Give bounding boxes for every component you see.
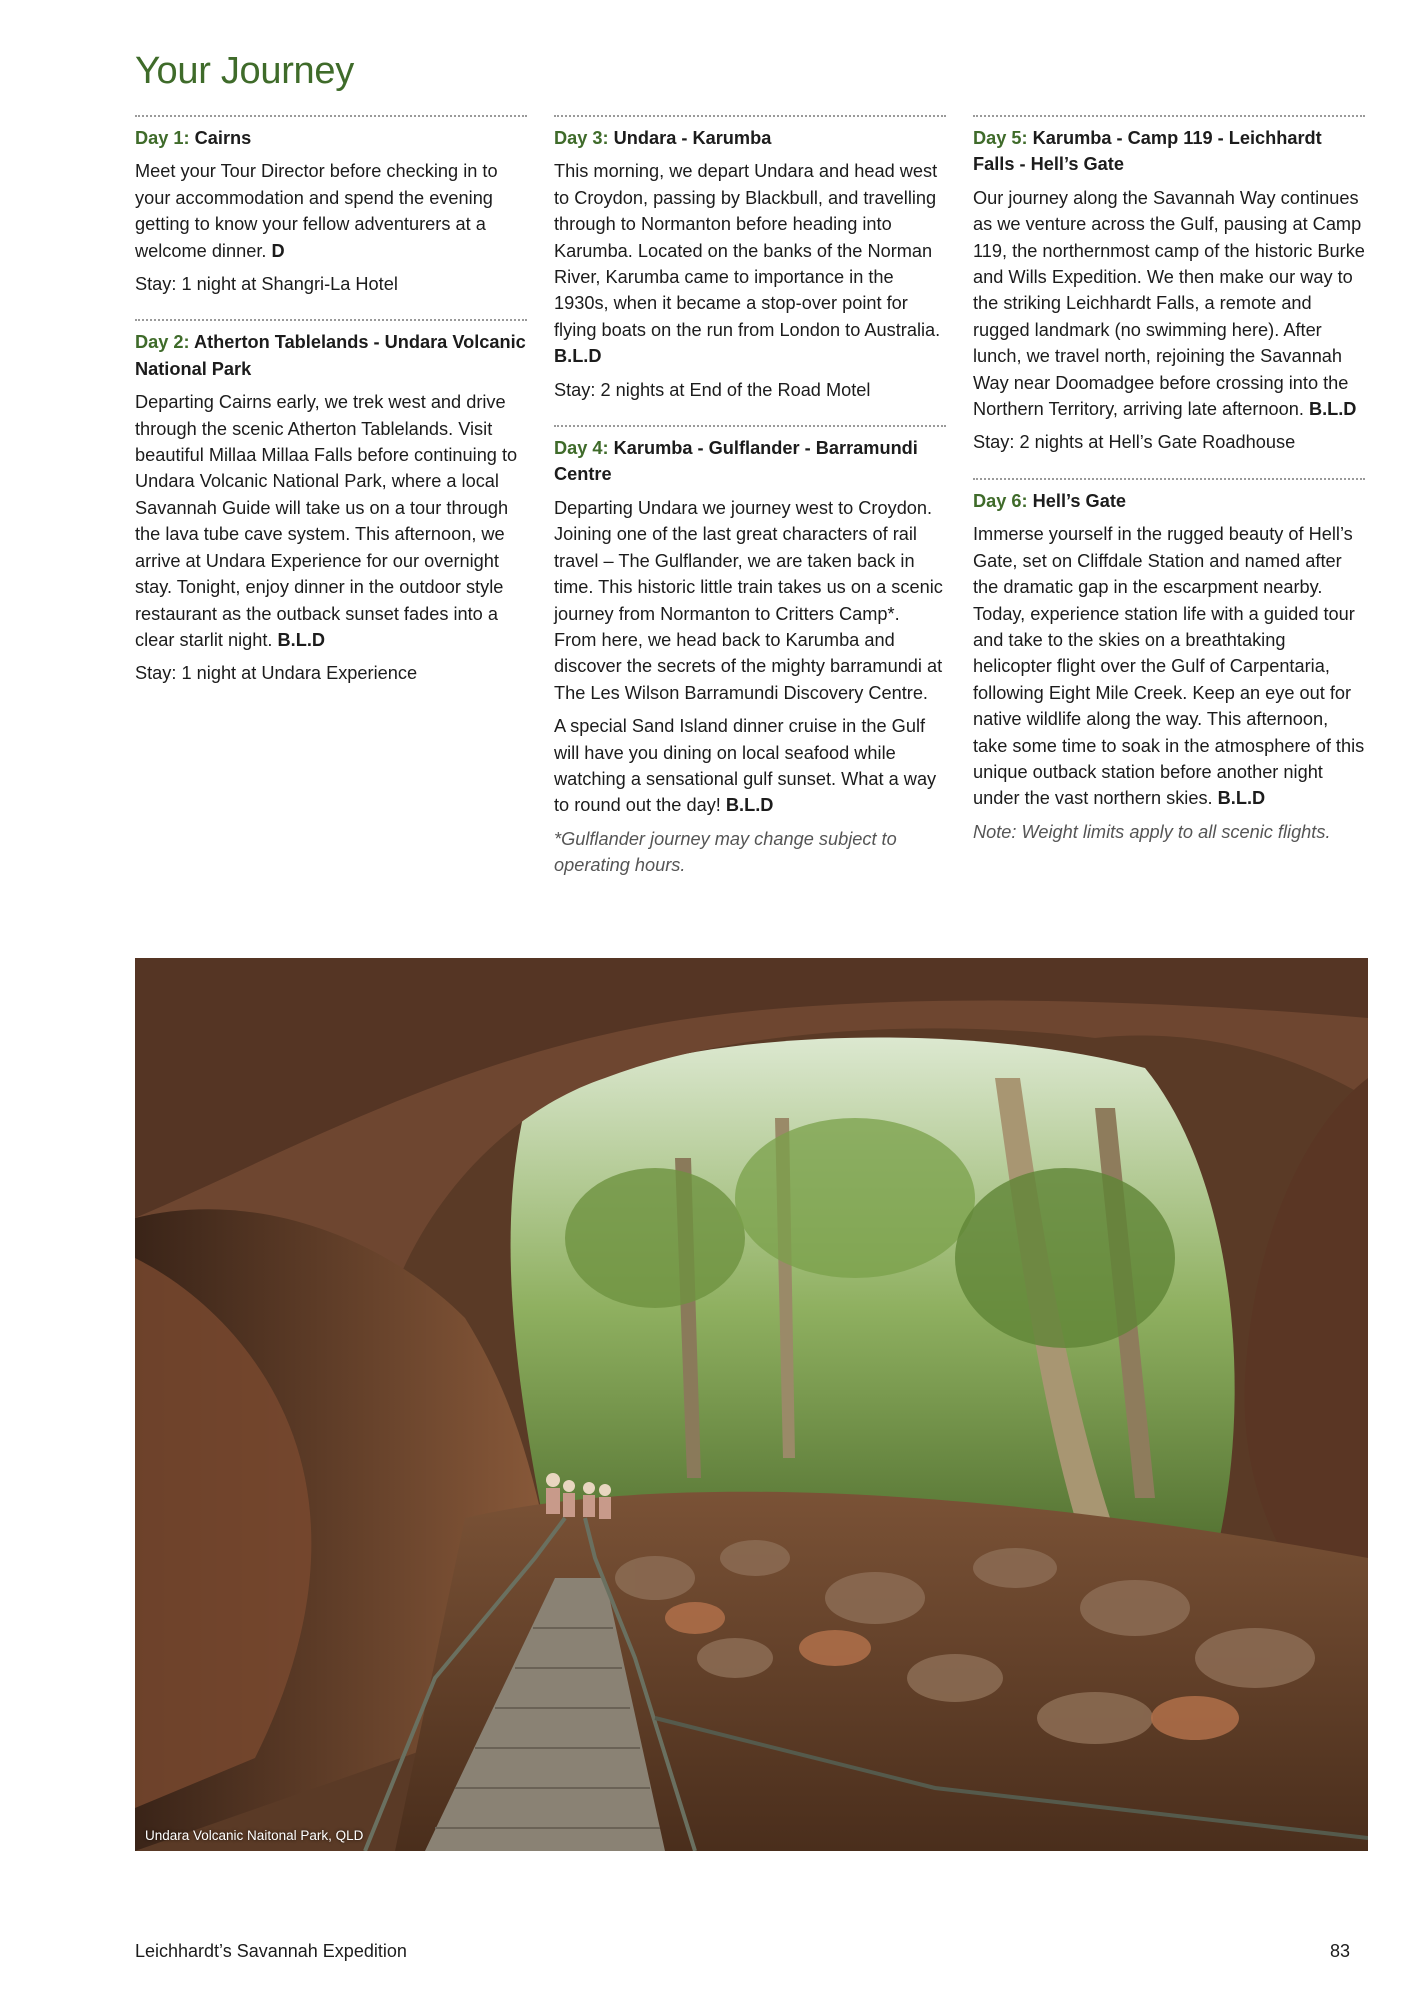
- footer-tour-title: Leichhardt’s Savannah Expedition: [135, 1941, 407, 1961]
- day-description: Meet your Tour Director before checking in to your accommodation and spend the evening getting to know your fellow adventurers at a welcome dinner. D: [135, 161, 498, 261]
- meals-code: B.L.D: [1308, 399, 1357, 420]
- day-label: Day 4:: [554, 438, 609, 459]
- day-description: Departing Cairns early, we trek west and drive through the scenic Atherton Tablelands. Visit beautiful Millaa Millaa Falls before continuing to Undara Volcanic National Park, where a local Savannah Guide will take us on a tour through the lava tube cave system. This afternoon, we arrive at Undara Experience for our overnight stay. Tonight, enjoy dinner in the outdoor style restaurant as the outback sunset fades into a clear starlit night. B.L.D: [135, 392, 518, 650]
- day-label: Day 5:: [973, 128, 1028, 148]
- meals-code: B.L.D: [277, 629, 326, 650]
- day-6-section: [973, 478, 1365, 845]
- day-label: Day 3:: [554, 128, 609, 148]
- cave-illustration: [135, 958, 1368, 1851]
- day-1-section: [135, 115, 527, 297]
- day-title: Karumba - Camp 119 - Leichhardt Falls - Hell’s Gate: [973, 128, 1322, 175]
- day-3-heading: [554, 125, 946, 151]
- page-title: Your Journey: [135, 50, 354, 92]
- day-5-heading: [973, 125, 1365, 178]
- day-3-section: [554, 115, 946, 403]
- day-5-section: [973, 115, 1365, 456]
- photo-caption: Undara Volcanic Naitonal Park, QLD: [145, 1828, 364, 1843]
- stay-info: Stay: 1 night at Undara Experience: [135, 663, 418, 684]
- day-title: Karumba - Gulflander - Barramundi Centre: [554, 438, 918, 485]
- day-4-heading: [554, 435, 946, 488]
- itinerary-column-3: [973, 115, 1365, 867]
- day-2-heading: [135, 329, 527, 382]
- itinerary-column-2: [554, 115, 946, 901]
- stay-info: Stay: 1 night at Shangri-La Hotel: [135, 274, 398, 295]
- day-1-heading: [135, 125, 527, 151]
- weight-limit-note: Note: Weight limits apply to all scenic flights.: [973, 821, 1331, 842]
- day-title: Undara - Karumba: [613, 128, 772, 148]
- day-title: Hell’s Gate: [1032, 490, 1126, 511]
- day-description: This morning, we depart Undara and head west to Croydon, passing by Blackbull, and travelling through to Normanton before heading into Karumba. Located on the banks of the Norman River, Karumba came to importance in the 1930s, when it became a stop-over point for flying boats on the run from London to Australia. B.L.D: [554, 161, 941, 367]
- day-label: Day 6:: [973, 490, 1028, 511]
- itinerary-column-1: [135, 115, 527, 709]
- meals-code: B.L.D: [554, 346, 602, 367]
- stay-info: Stay: 2 nights at End of the Road Motel: [554, 379, 871, 400]
- day-4-section: [554, 425, 946, 879]
- lava-tube-cave-photo: [135, 958, 1368, 1851]
- day-6-heading: [973, 488, 1365, 514]
- page-number: 83: [1330, 1941, 1351, 1961]
- meals-code: B.L.D: [725, 795, 774, 816]
- day-2-section: [135, 319, 527, 686]
- day-title: Atherton Tablelands - Undara Volcanic National Park: [135, 332, 526, 379]
- day-title: Cairns: [194, 128, 252, 148]
- day-label: Day 2:: [135, 332, 190, 353]
- footnote: *Gulflander journey may change subject to operating hours.: [554, 828, 897, 876]
- stay-info: Stay: 2 nights at Hell’s Gate Roadhouse: [973, 432, 1296, 453]
- day-description: Departing Undara we journey west to Croydon. Joining one of the last great characters of rail travel – The Gulflander, we are taken back in time. This historic little train takes us on a scenic journey from Normanton to Critters Camp*. From here, we head back to Karumba and discover the secrets of the mighty barramundi at The Les Wilson Barramundi Discovery Centre.: [554, 497, 943, 703]
- meals-code: B.L.D: [1217, 788, 1266, 809]
- day-description: A special Sand Island dinner cruise in the Gulf will have you dining on local seafood while watching a sensational gulf sunset. What a way to round out the day! B.L.D: [554, 716, 937, 816]
- meals-code: D: [271, 240, 285, 261]
- day-label: Day 1:: [135, 128, 190, 148]
- day-description: Our journey along the Savannah Way continues as we venture across the Gulf, pausing at Camp 119, the northernmost camp of the historic Burke and Wills Expedition. We then make our way to the striking Leichhardt Falls, a remote and rugged landmark (no swimming here). After lunch, we travel north, rejoining the Savannah Way near Doomadgee before crossing into the Northern Territory, arriving late afternoon. B.L.D: [973, 187, 1365, 420]
- day-description: Immerse yourself in the rugged beauty of Hell’s Gate, set on Cliffdale Station and named after the dramatic gap in the escarpment nearby. Today, experience station life with a guided tour and take to the skies on a breathtaking helicopter flight over the Gulf of Carpentaria, following Eight Mile Creek. Keep an eye out for native wildlife along the way. This afternoon, take some time to soak in the atmosphere of this unique outback station before another night under the vast northern skies. B.L.D: [973, 524, 1365, 809]
